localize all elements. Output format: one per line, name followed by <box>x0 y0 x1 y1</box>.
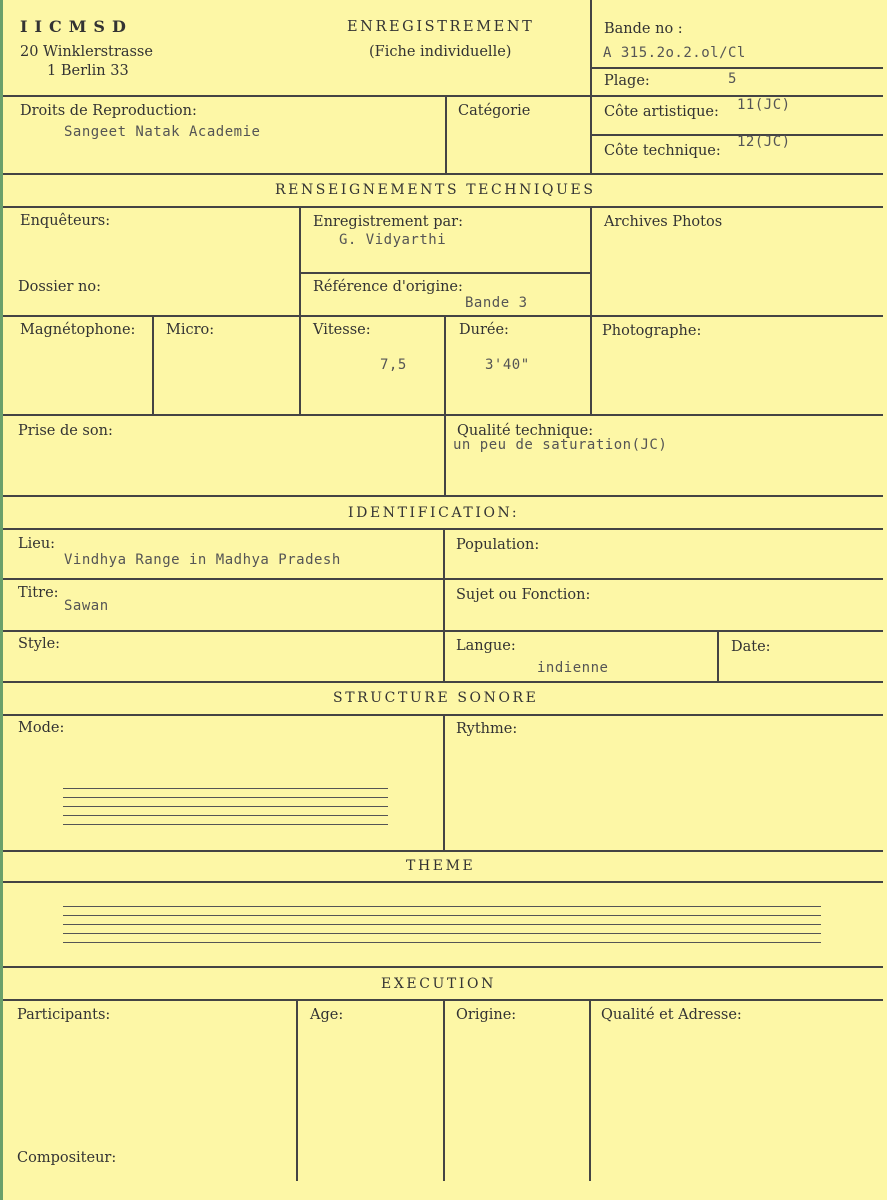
magnetophone-label: Magnétophone: <box>20 322 136 338</box>
enregistrement-par-label: Enregistrement par: <box>313 214 463 230</box>
enregistrement-par-value: G. Vidyarthi <box>339 232 447 248</box>
age-label: Age: <box>310 1007 344 1023</box>
vrule-micro <box>152 315 154 414</box>
bande-value: A 315.2o.2.ol/Cl <box>603 45 746 61</box>
rule-rights-bottom <box>3 173 883 175</box>
style-label: Style: <box>18 636 61 652</box>
photographe-label: Photographe: <box>602 323 702 339</box>
langue-label: Langue: <box>456 638 516 654</box>
prise-de-son-label: Prise de son: <box>18 423 113 439</box>
vrule-tech-col2 <box>299 206 301 414</box>
theme-staff-line <box>63 915 821 916</box>
theme-staff-line <box>63 906 821 907</box>
address-line-2: 1 Berlin 33 <box>47 63 129 79</box>
card-edge <box>0 0 3 1200</box>
rule-structure-top <box>3 681 883 683</box>
technical-heading: RENSEIGNEMENTS TECHNIQUES <box>275 182 596 198</box>
cote-artistique-value: 11(JC) <box>737 97 791 113</box>
theme-staff-line <box>63 924 821 925</box>
vrule-date <box>717 630 719 681</box>
qualite-adresse-label: Qualité et Adresse: <box>601 1007 742 1023</box>
identification-heading: IDENTIFICATION: <box>348 505 520 521</box>
theme-staff-line <box>63 933 821 934</box>
rule-bande-plage <box>590 67 883 69</box>
qualite-technique-label: Qualité technique: <box>457 423 594 439</box>
mode-staff-line <box>63 797 388 798</box>
rule-ident-top <box>3 495 883 497</box>
mode-staff-line <box>63 824 388 825</box>
lieu-value: Vindhya Range in Madhya Pradesh <box>64 552 341 568</box>
plage-value: 5 <box>728 71 737 87</box>
vrule-categorie <box>445 95 447 173</box>
vitesse-value: 7,5 <box>380 357 407 373</box>
structure-heading: STRUCTURE SONORE <box>333 690 539 706</box>
compositeur-label: Compositeur: <box>17 1150 117 1166</box>
vrule-qualite-adresse <box>589 999 591 1181</box>
langue-value: indienne <box>537 660 609 676</box>
rule-tech-heading <box>3 206 883 208</box>
mode-staff-line <box>63 815 388 816</box>
vrule-header-right <box>590 0 592 173</box>
duree-label: Durée: <box>459 322 509 338</box>
reference-value: Bande 3 <box>465 295 528 311</box>
droits-label: Droits de Reproduction: <box>20 103 197 119</box>
titre-value: Sawan <box>64 598 109 614</box>
plage-label: Plage: <box>604 73 650 89</box>
droits-value: Sangeet Natak Academie <box>64 124 261 140</box>
cote-artistique-label: Côte artistique: <box>604 104 719 120</box>
duree-value: 3'40" <box>485 357 530 373</box>
rule-execution-top <box>3 966 883 968</box>
form-subtitle: (Fiche individuelle) <box>369 44 512 60</box>
theme-staff-line <box>63 942 821 943</box>
dossier-label: Dossier no: <box>18 279 101 295</box>
date-label: Date: <box>731 639 771 655</box>
vitesse-label: Vitesse: <box>313 322 371 338</box>
org-logo: IICMSD <box>20 17 133 36</box>
mode-staff-line <box>63 806 388 807</box>
reference-label: Référence d'origine: <box>313 279 463 295</box>
theme-heading: THEME <box>406 858 476 874</box>
rule-theme-top <box>3 850 883 852</box>
mode-label: Mode: <box>18 720 65 736</box>
rule-enreg-ref <box>299 272 590 274</box>
enqueteurs-label: Enquêteurs: <box>20 213 111 229</box>
archives-photos-label: Archives Photos <box>604 214 723 230</box>
vrule-tech-col4 <box>590 206 592 414</box>
execution-heading: EXECUTION <box>381 976 496 992</box>
qualite-technique-value: un peu de saturation(JC) <box>453 437 668 453</box>
address-line-1: 20 Winklerstrasse <box>20 44 153 60</box>
cote-technique-value: 12(JC) <box>737 134 791 150</box>
origine-label: Origine: <box>456 1007 517 1023</box>
mode-staff-line <box>63 788 388 789</box>
rule-tech-row3 <box>3 414 883 416</box>
participants-label: Participants: <box>17 1007 111 1023</box>
lieu-label: Lieu: <box>18 536 56 552</box>
categorie-label: Catégorie <box>458 103 531 119</box>
vrule-structure-mid <box>443 714 445 850</box>
population-label: Population: <box>456 537 540 553</box>
vrule-origine <box>443 999 445 1181</box>
rythme-label: Rythme: <box>456 721 518 737</box>
micro-label: Micro: <box>166 322 215 338</box>
rule-theme-heading <box>3 881 883 883</box>
bande-label: Bande no : <box>604 21 683 37</box>
form-title: ENREGISTREMENT <box>347 19 535 35</box>
sujet-label: Sujet ou Fonction: <box>456 587 591 603</box>
vrule-age <box>296 999 298 1181</box>
vrule-duree <box>444 315 446 495</box>
cote-technique-label: Côte technique: <box>604 143 721 159</box>
vrule-ident-mid <box>443 528 445 681</box>
rule-tech-row2 <box>3 315 883 317</box>
titre-label: Titre: <box>18 585 59 601</box>
